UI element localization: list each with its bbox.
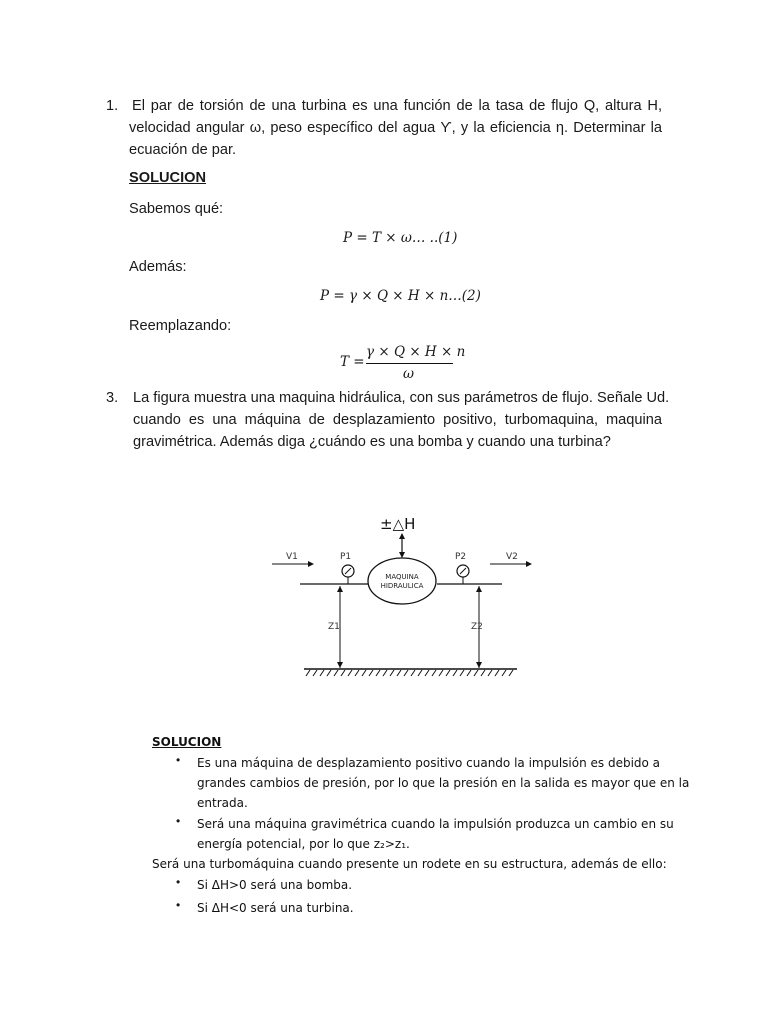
bullet-2-line-2: energía potencial, por lo que z₂>z₁. bbox=[197, 837, 410, 851]
turbomachine-line: Será una turbomáquina cuando presente un rodete en su estructura, además de ello: bbox=[152, 857, 667, 871]
v2-label: V2 bbox=[506, 552, 518, 562]
solution-2-heading: SOLUCION bbox=[152, 735, 222, 749]
equation-3-numerator: γ × Q × H × n bbox=[366, 344, 466, 360]
bullet-1-line-1: Es una máquina de desplazamiento positivo cuando la impulsión es debido a bbox=[197, 756, 661, 770]
equation-1: P = T × ω… ..(1) bbox=[343, 230, 458, 246]
bullet-2-icon: • bbox=[176, 814, 181, 828]
bullet-4-icon: • bbox=[176, 898, 181, 912]
problem-3-text-line-1: La figura muestra una maquina hidráulica, con sus parámetros de flujo. Señale Ud. bbox=[133, 390, 670, 406]
z2-label: Z2 bbox=[471, 622, 483, 632]
bullet-1-line-2: grandes cambios de presión, por lo que la presión en la salida es mayor que en la bbox=[197, 776, 690, 790]
bullet-4-text: Si ΔH<0 será una turbina. bbox=[197, 901, 354, 915]
problem-3-number: 3. bbox=[106, 390, 119, 406]
ground-hatching bbox=[306, 670, 513, 676]
machine-label-line-1: MAQUINA bbox=[385, 573, 419, 581]
hydraulic-machine-diagram bbox=[262, 510, 544, 682]
problem-1-number: 1. bbox=[106, 98, 119, 114]
bullet-3-icon: • bbox=[176, 875, 181, 889]
problem-3-text-line-2: cuando es una máquina de desplazamiento positivo, turbomaquina, maquina bbox=[133, 412, 662, 428]
hydraulic-machine-body bbox=[368, 558, 436, 604]
solution-1-intro-2: Además: bbox=[129, 259, 187, 275]
bullet-3-text: Si ΔH>0 será una bomba. bbox=[197, 878, 353, 892]
v2-arrow-icon bbox=[526, 561, 532, 567]
p1-label: P1 bbox=[340, 552, 352, 562]
problem-1-text-line-3: ecuación de par. bbox=[129, 142, 237, 158]
delta-h-label: ±△H bbox=[380, 515, 416, 533]
equation-3-denominator: ω bbox=[403, 366, 415, 382]
machine-label-line-2: HIDRAULICA bbox=[380, 582, 424, 590]
equation-3-lhs: T = bbox=[340, 354, 365, 370]
solution-1-intro-1: Sabemos qué: bbox=[129, 201, 224, 217]
v1-arrow-icon bbox=[308, 561, 314, 567]
equation-2: P = γ × Q × H × n…(2) bbox=[320, 288, 481, 304]
hydraulic-machine-figure bbox=[262, 510, 544, 682]
v1-label: V1 bbox=[286, 552, 298, 562]
solution-1-intro-3: Reemplazando: bbox=[129, 318, 232, 334]
p2-label: P2 bbox=[455, 552, 467, 562]
problem-1-text-line-2: velocidad angular ω, peso específico del agua ϒ, y la eficiencia η. Determinar la bbox=[129, 120, 662, 136]
problem-1-text-line-1: El par de torsión de una turbina es una función de la tasa de flujo Q, altura H, bbox=[132, 98, 662, 114]
solution-1-heading: SOLUCION bbox=[129, 170, 207, 186]
bullet-1-line-3: entrada. bbox=[197, 796, 248, 810]
bullet-1-icon: • bbox=[176, 753, 181, 767]
z1-label: Z1 bbox=[328, 622, 340, 632]
bullet-2-line-1: Será una máquina gravimétrica cuando la impulsión produzca un cambio en su bbox=[197, 817, 674, 831]
problem-3-text-line-3: gravimétrica. Además diga ¿cuándo es una bomba y cuando una turbina? bbox=[133, 434, 611, 450]
